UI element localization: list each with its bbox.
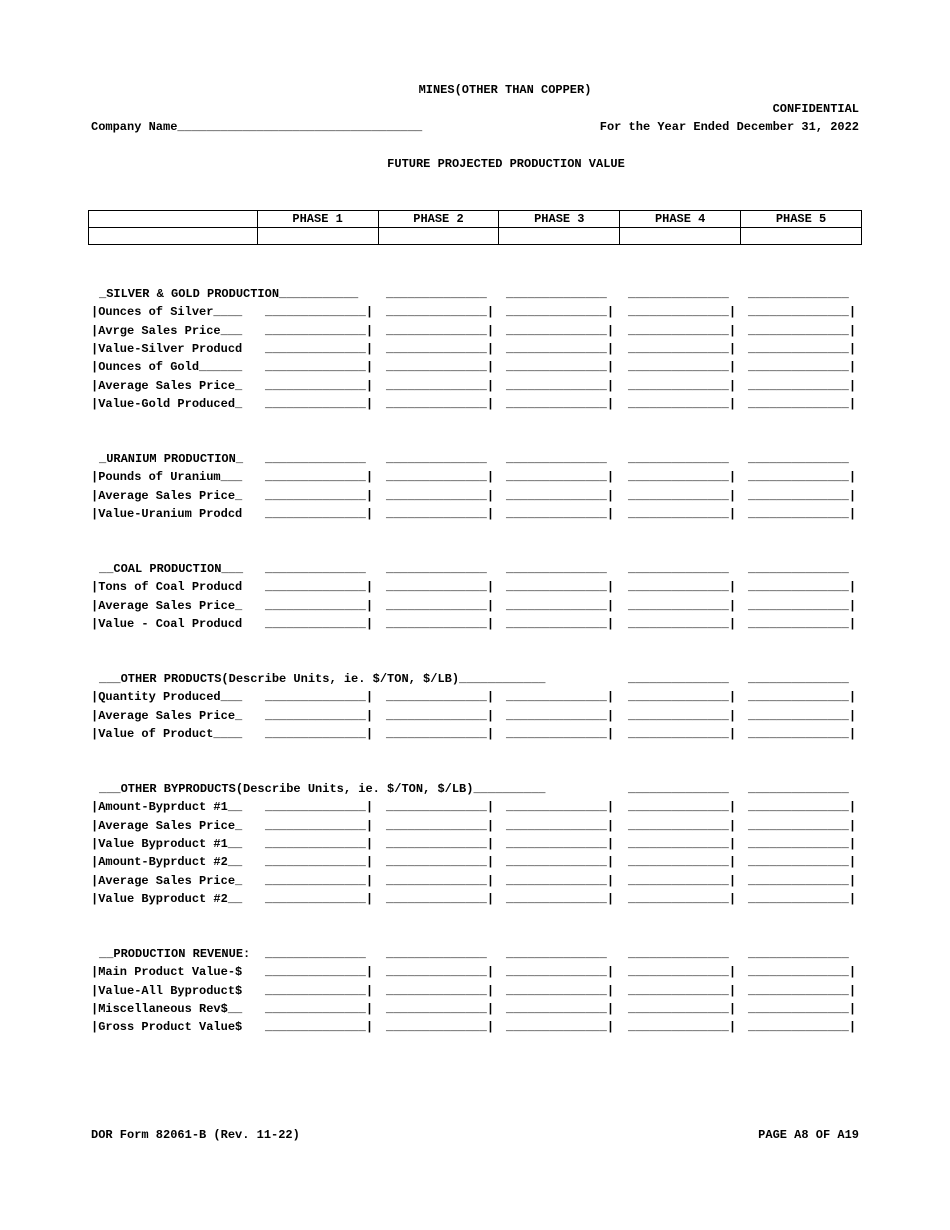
section-heading: _SILVER & GOLD PRODUCTION___________ <box>99 287 359 301</box>
phase-5-entry-field[interactable]: ______________| <box>748 855 857 870</box>
phase-blank-row <box>89 228 862 245</box>
phase-3-entry-field[interactable]: ______________| <box>506 873 615 888</box>
phase-5-entry-field[interactable]: ______________| <box>748 616 857 631</box>
heading-blank-line: ______________ <box>386 287 487 301</box>
row-label: |Value - Coal Producd <box>91 616 243 631</box>
phase-4-entry-field[interactable]: ______________| <box>628 855 737 870</box>
phase-5-entry-field[interactable]: ______________| <box>748 836 857 851</box>
phase-1-entry-field[interactable]: ______________| <box>265 965 374 980</box>
phase-1-entry-field[interactable]: ______________| <box>265 396 374 411</box>
phase-2-entry-field[interactable]: ______________| <box>386 360 495 375</box>
row-label: |Ounces of Gold______ <box>91 360 243 375</box>
section-heading: __COAL PRODUCTION___ <box>99 562 244 576</box>
phase-blank-cell[interactable] <box>499 228 620 245</box>
row-label: |Average Sales Price_ <box>91 378 243 393</box>
phase-blank-cell[interactable] <box>741 228 862 245</box>
phase-1-entry-field[interactable]: ______________| <box>265 506 374 521</box>
heading-blank-line: ______________ <box>628 947 729 961</box>
phase-3-entry-field[interactable]: ______________| <box>506 836 615 851</box>
phase-2-entry-field[interactable]: ______________| <box>386 323 495 338</box>
phase-1-entry-field[interactable]: ______________| <box>265 891 374 906</box>
heading-blank-line: ______________ <box>628 452 729 466</box>
phase-1-entry-field[interactable]: ______________| <box>265 598 374 613</box>
row-label: |Average Sales Price_ <box>91 598 243 613</box>
phase-4-entry-field[interactable]: ______________| <box>628 378 737 393</box>
phase-2-entry-field[interactable]: ______________| <box>386 470 495 485</box>
phase-3-entry-field[interactable]: ______________| <box>506 488 615 503</box>
phase-2-entry-field[interactable]: ______________| <box>386 1001 495 1016</box>
heading-blank-line: ______________ <box>506 947 607 961</box>
phase-2-entry-field[interactable]: ______________| <box>386 396 495 411</box>
phase-5-entry-field[interactable]: ______________| <box>748 323 857 338</box>
phase-5-entry-field[interactable]: ______________| <box>748 690 857 705</box>
phase-1-entry-field[interactable]: ______________| <box>265 488 374 503</box>
heading-blank-line: ______________ <box>748 562 849 576</box>
phase-5-entry-field[interactable]: ______________| <box>748 891 857 906</box>
phase-3-entry-field[interactable]: ______________| <box>506 891 615 906</box>
phase-4-entry-field[interactable]: ______________| <box>628 323 737 338</box>
phase-2-entry-field[interactable]: ______________| <box>386 726 495 741</box>
phase-3-entry-field[interactable]: ______________| <box>506 800 615 815</box>
form-id: DOR Form 82061-B (Rev. 11-22) <box>91 1128 300 1142</box>
phase-2-entry-field[interactable]: ______________| <box>386 800 495 815</box>
phase-3-entry-field[interactable]: ______________| <box>506 360 615 375</box>
heading-blank-line: ______________ <box>628 672 729 686</box>
phase-2-entry-field[interactable]: ______________| <box>386 488 495 503</box>
phase-1-entry-field[interactable]: ______________| <box>265 690 374 705</box>
form-title: MINES(OTHER THAN COPPER) <box>418 83 592 97</box>
phase-4-entry-field[interactable]: ______________| <box>628 360 737 375</box>
phase-4-entry-field[interactable]: ______________| <box>628 708 737 723</box>
heading-blank-line: ______________ <box>265 562 366 576</box>
row-label: |Value-Uranium Prodcd <box>91 506 243 521</box>
phase-5-entry-field[interactable]: ______________| <box>748 708 857 723</box>
row-label: |Amount-Byprduct #2__ <box>91 855 243 870</box>
heading-blank-line: ______________ <box>506 452 607 466</box>
row-label: |Value-Gold Produced_ <box>91 396 243 411</box>
row-label: |Amount-Byprduct #1__ <box>91 800 243 815</box>
phase-2-entry-field[interactable]: ______________| <box>386 598 495 613</box>
phase-5-entry-field[interactable]: ______________| <box>748 873 857 888</box>
heading-blank-line: ______________ <box>386 947 487 961</box>
heading-blank-line: ______________ <box>748 782 849 796</box>
phase-1-entry-field[interactable]: ______________| <box>265 818 374 833</box>
phase-4-header: PHASE 4 <box>620 211 741 228</box>
phase-2-entry-field[interactable]: ______________| <box>386 965 495 980</box>
phase-4-entry-field[interactable]: ______________| <box>628 396 737 411</box>
row-label: |Average Sales Price_ <box>91 708 243 723</box>
phase-5-entry-field[interactable]: ______________| <box>748 983 857 998</box>
phase-5-entry-field[interactable]: ______________| <box>748 341 857 356</box>
phase-1-entry-field[interactable]: ______________| <box>265 305 374 320</box>
phase-1-entry-field[interactable]: ______________| <box>265 580 374 595</box>
row-label: |Value Byproduct #2__ <box>91 891 243 906</box>
row-label: |Value-All Byproduct$ <box>91 983 243 998</box>
phase-1-entry-field[interactable]: ______________| <box>265 360 374 375</box>
section-heading: _URANIUM PRODUCTION_ <box>99 452 244 466</box>
phase-5-entry-field[interactable]: ______________| <box>748 378 857 393</box>
heading-blank-line: ______________ <box>628 287 729 301</box>
heading-blank-line: ______________ <box>265 947 366 961</box>
phase-4-entry-field[interactable]: ______________| <box>628 983 737 998</box>
phase-5-entry-field[interactable]: ______________| <box>748 1001 857 1016</box>
row-label: |Average Sales Price_ <box>91 873 243 888</box>
section-heading: ___OTHER BYPRODUCTS(Describe Units, ie. $/TON, $/LB)__________ <box>99 782 546 796</box>
phase-2-entry-field[interactable]: ______________| <box>386 378 495 393</box>
phase-2-header: PHASE 2 <box>378 211 499 228</box>
heading-blank-line: ______________ <box>386 562 487 576</box>
phase-5-header: PHASE 5 <box>741 211 862 228</box>
phase-1-header: PHASE 1 <box>257 211 378 228</box>
phase-5-entry-field[interactable]: ______________| <box>748 1020 857 1035</box>
phase-3-entry-field[interactable]: ______________| <box>506 506 615 521</box>
phase-2-entry-field[interactable]: ______________| <box>386 708 495 723</box>
row-label: |Pounds of Uranium___ <box>91 470 243 485</box>
row-label: |Main Product Value-$ <box>91 965 243 980</box>
phase-4-entry-field[interactable]: ______________| <box>628 836 737 851</box>
phase-1-entry-field[interactable]: ______________| <box>265 1001 374 1016</box>
phase-2-entry-field[interactable]: ______________| <box>386 983 495 998</box>
heading-blank-line: ______________ <box>748 452 849 466</box>
heading-blank-line: ______________ <box>628 782 729 796</box>
phase-5-entry-field[interactable]: ______________| <box>748 506 857 521</box>
phase-4-entry-field[interactable]: ______________| <box>628 965 737 980</box>
phase-1-entry-field[interactable]: ______________| <box>265 616 374 631</box>
phase-3-entry-field[interactable]: ______________| <box>506 708 615 723</box>
phase-2-entry-field[interactable]: ______________| <box>386 891 495 906</box>
phase-5-entry-field[interactable]: ______________| <box>748 360 857 375</box>
phase-3-entry-field[interactable]: ______________| <box>506 470 615 485</box>
row-label: |Gross Product Value$ <box>91 1020 243 1035</box>
phase-5-entry-field[interactable]: ______________| <box>748 800 857 815</box>
phase-4-entry-field[interactable]: ______________| <box>628 506 737 521</box>
heading-blank-line: ______________ <box>628 562 729 576</box>
phase-4-entry-field[interactable]: ______________| <box>628 470 737 485</box>
phase-blank-cell[interactable] <box>620 228 741 245</box>
phase-3-entry-field[interactable]: ______________| <box>506 983 615 998</box>
phase-2-entry-field[interactable]: ______________| <box>386 1020 495 1035</box>
phase-4-entry-field[interactable]: ______________| <box>628 726 737 741</box>
phase-1-entry-field[interactable]: ______________| <box>265 323 374 338</box>
phase-2-entry-field[interactable]: ______________| <box>386 836 495 851</box>
phase-1-entry-field[interactable]: ______________| <box>265 726 374 741</box>
phase-header-table <box>88 210 862 245</box>
phase-4-entry-field[interactable]: ______________| <box>628 1020 737 1035</box>
phase-header-row <box>89 211 862 228</box>
phase-3-entry-field[interactable]: ______________| <box>506 305 615 320</box>
phase-5-entry-field[interactable]: ______________| <box>748 470 857 485</box>
phase-1-entry-field[interactable]: ______________| <box>265 983 374 998</box>
phase-1-entry-field[interactable]: ______________| <box>265 341 374 356</box>
year-ended-label: For the Year Ended December 31, 2022 <box>599 120 859 134</box>
phase-4-entry-field[interactable]: ______________| <box>628 1001 737 1016</box>
phase-5-entry-field[interactable]: ______________| <box>748 726 857 741</box>
phase-3-entry-field[interactable]: ______________| <box>506 616 615 631</box>
phase-2-entry-field[interactable]: ______________| <box>386 818 495 833</box>
row-label: |Value Byproduct #1__ <box>91 836 243 851</box>
phase-5-entry-field[interactable]: ______________| <box>748 598 857 613</box>
phase-5-entry-field[interactable]: ______________| <box>748 396 857 411</box>
section-heading: __PRODUCTION REVENUE: <box>99 947 251 961</box>
phase-4-entry-field[interactable]: ______________| <box>628 598 737 613</box>
section-heading: ___OTHER PRODUCTS(Describe Units, ie. $/TON, $/LB)____________ <box>99 672 546 686</box>
phase-5-entry-field[interactable]: ______________| <box>748 305 857 320</box>
phase-2-entry-field[interactable]: ______________| <box>386 873 495 888</box>
phase-1-entry-field[interactable]: ______________| <box>265 836 374 851</box>
phase-3-entry-field[interactable]: ______________| <box>506 580 615 595</box>
row-label: |Avrge Sales Price___ <box>91 323 243 338</box>
phase-3-entry-field[interactable]: ______________| <box>506 855 615 870</box>
heading-blank-line: ______________ <box>506 287 607 301</box>
phase-4-entry-field[interactable]: ______________| <box>628 580 737 595</box>
heading-blank-line: ______________ <box>506 562 607 576</box>
phase-4-entry-field[interactable]: ______________| <box>628 305 737 320</box>
phase-1-entry-field[interactable]: ______________| <box>265 1020 374 1035</box>
phase-3-entry-field[interactable]: ______________| <box>506 323 615 338</box>
phase-2-entry-field[interactable]: ______________| <box>386 506 495 521</box>
phase-4-entry-field[interactable]: ______________| <box>628 341 737 356</box>
phase-2-entry-field[interactable]: ______________| <box>386 616 495 631</box>
phase-1-entry-field[interactable]: ______________| <box>265 470 374 485</box>
phase-4-entry-field[interactable]: ______________| <box>628 891 737 906</box>
phase-4-entry-field[interactable]: ______________| <box>628 616 737 631</box>
page-subtitle: FUTURE PROJECTED PRODUCTION VALUE <box>387 157 625 171</box>
row-label: |Ounces of Silver____ <box>91 305 243 320</box>
phase-4-entry-field[interactable]: ______________| <box>628 690 737 705</box>
phase-2-entry-field[interactable]: ______________| <box>386 690 495 705</box>
row-label: |Average Sales Price_ <box>91 488 243 503</box>
confidential-label: CONFIDENTIAL <box>772 102 859 116</box>
phase-3-entry-field[interactable]: ______________| <box>506 726 615 741</box>
heading-blank-line: ______________ <box>748 672 849 686</box>
phase-2-entry-field[interactable]: ______________| <box>386 341 495 356</box>
heading-blank-line: ______________ <box>748 947 849 961</box>
phase-1-entry-field[interactable]: ______________| <box>265 873 374 888</box>
phase-5-entry-field[interactable]: ______________| <box>748 965 857 980</box>
phase-2-entry-field[interactable]: ______________| <box>386 580 495 595</box>
phase-blank-cell[interactable] <box>378 228 499 245</box>
phase-5-entry-field[interactable]: ______________| <box>748 580 857 595</box>
row-label: |Value-Silver Producd <box>91 341 243 356</box>
phase-3-entry-field[interactable]: ______________| <box>506 1020 615 1035</box>
heading-blank-line: ______________ <box>386 452 487 466</box>
phase-3-entry-field[interactable]: ______________| <box>506 598 615 613</box>
phase-3-entry-field[interactable]: ______________| <box>506 965 615 980</box>
phase-5-entry-field[interactable]: ______________| <box>748 818 857 833</box>
phase-3-entry-field[interactable]: ______________| <box>506 378 615 393</box>
phase-2-entry-field[interactable]: ______________| <box>386 855 495 870</box>
row-label: |Average Sales Price_ <box>91 818 243 833</box>
row-label: |Miscellaneous Rev$__ <box>91 1001 243 1016</box>
heading-blank-line: ______________ <box>748 287 849 301</box>
row-label: |Value of Product____ <box>91 726 243 741</box>
phase-blank-cell[interactable] <box>257 228 378 245</box>
phase-blank-cell[interactable] <box>89 228 258 245</box>
row-label: |Tons of Coal Producd <box>91 580 243 595</box>
phase-3-entry-field[interactable]: ______________| <box>506 818 615 833</box>
phase-4-entry-field[interactable]: ______________| <box>628 818 737 833</box>
phase-1-entry-field[interactable]: ______________| <box>265 378 374 393</box>
phase-1-entry-field[interactable]: ______________| <box>265 800 374 815</box>
row-label: |Quantity Produced___ <box>91 690 243 705</box>
phase-4-entry-field[interactable]: ______________| <box>628 800 737 815</box>
phase-2-entry-field[interactable]: ______________| <box>386 305 495 320</box>
heading-blank-line: ______________ <box>265 452 366 466</box>
phase-3-entry-field[interactable]: ______________| <box>506 1001 615 1016</box>
phase-1-entry-field[interactable]: ______________| <box>265 708 374 723</box>
phase-4-entry-field[interactable]: ______________| <box>628 873 737 888</box>
phase-3-entry-field[interactable]: ______________| <box>506 690 615 705</box>
phase-5-entry-field[interactable]: ______________| <box>748 488 857 503</box>
phase-3-entry-field[interactable]: ______________| <box>506 396 615 411</box>
phase-header-blank <box>89 211 258 228</box>
phase-3-entry-field[interactable]: ______________| <box>506 341 615 356</box>
phase-4-entry-field[interactable]: ______________| <box>628 488 737 503</box>
phase-3-header: PHASE 3 <box>499 211 620 228</box>
page-number: PAGE A8 OF A19 <box>758 1128 859 1142</box>
company-name-field[interactable]: Company Name__________________________________ <box>91 120 423 134</box>
phase-1-entry-field[interactable]: ______________| <box>265 855 374 870</box>
